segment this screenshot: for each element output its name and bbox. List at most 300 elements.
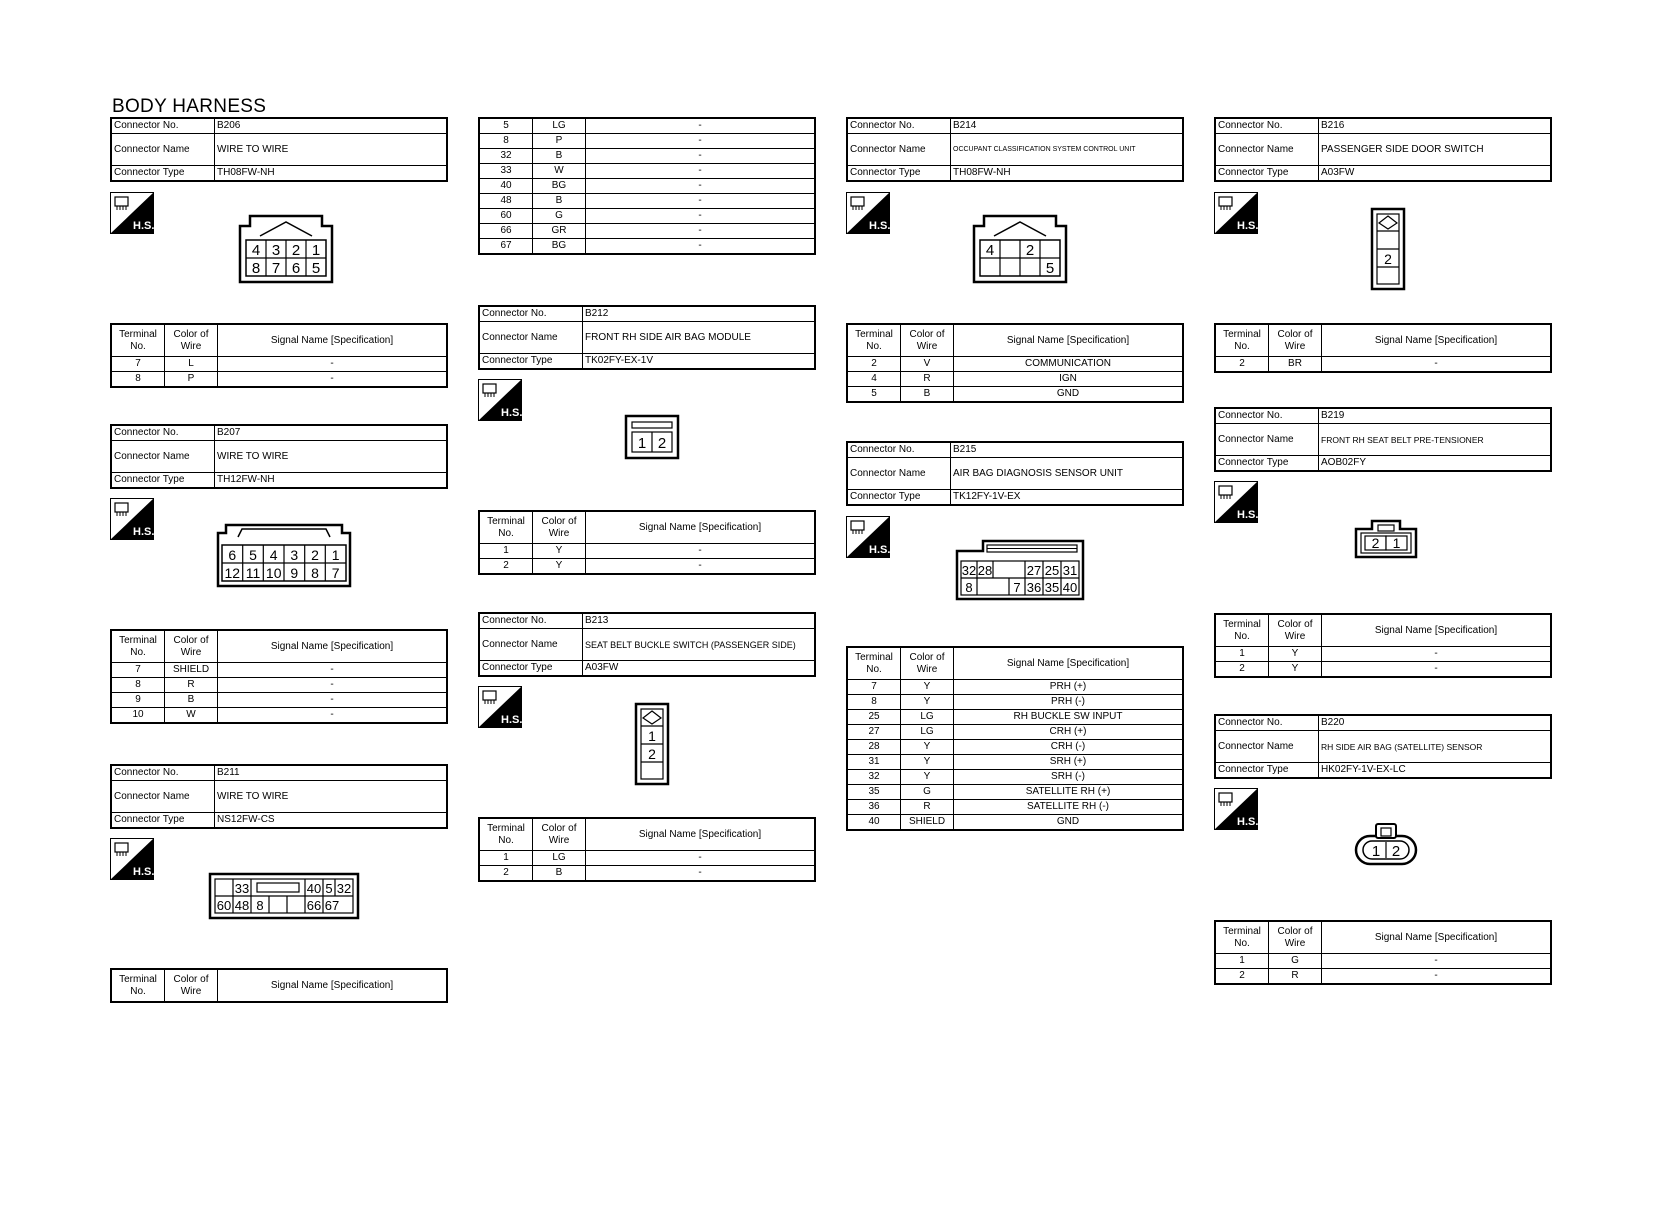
- connector-b219-info: [1214, 407, 1552, 472]
- wire-color: B: [533, 149, 586, 164]
- signal-name: -: [586, 118, 816, 134]
- pin-label: 4: [269, 547, 278, 563]
- label-connector-name: Connector Name: [847, 458, 951, 490]
- signal-name: -: [586, 194, 816, 209]
- label-connector-type: Connector Type: [1215, 166, 1319, 182]
- terminal-no: 7: [111, 663, 165, 678]
- connector-name: AIR BAG DIAGNOSIS SENSOR UNIT: [951, 458, 1184, 490]
- pin-label: 4: [985, 242, 995, 259]
- terminal-no: 32: [479, 149, 533, 164]
- table-row: [847, 785, 1183, 800]
- connector-name: OCCUPANT CLASSIFICATION SYSTEM CONTROL UNIT: [951, 134, 1184, 166]
- connector-name: RH SIDE AIR BAG (SATELLITE) SENSOR: [1319, 731, 1552, 763]
- pin-label: 8: [311, 565, 319, 581]
- connector-b206-face: [238, 214, 334, 284]
- terminal-no: 4: [847, 372, 901, 387]
- hs-label: H.S.: [501, 407, 522, 419]
- connector-b211-signals-header: [110, 968, 448, 1003]
- connector-b216-info: [1214, 117, 1552, 182]
- connector-b212-face: [624, 414, 680, 460]
- wire-color: Y: [1269, 647, 1322, 662]
- connector-b216-face: [1370, 207, 1406, 291]
- connector-type: TK02FY-EX-1V: [583, 354, 816, 370]
- header-color-of-wire: Color of Wire: [165, 969, 218, 1002]
- header-color-of-wire: Color of Wire: [165, 630, 218, 663]
- terminal-no: 2: [847, 357, 901, 372]
- wire-color: LG: [533, 118, 586, 134]
- header-signal-name: Signal Name [Specification]: [218, 969, 448, 1002]
- header-terminal-no: Terminal No.: [111, 969, 165, 1002]
- signal-name: -: [218, 357, 448, 372]
- hs-label: H.S.: [1237, 220, 1258, 232]
- label-connector-name: Connector Name: [111, 781, 215, 813]
- connector-no: B214: [951, 118, 1184, 134]
- connector-b215-info: [846, 441, 1184, 506]
- signal-name: RH BUCKLE SW INPUT: [954, 710, 1184, 725]
- signal-name: GND: [954, 387, 1184, 403]
- header-terminal-no: Terminal No.: [847, 324, 901, 357]
- connector-no: B220: [1319, 715, 1552, 731]
- connector-b219-face: [1354, 519, 1418, 559]
- header-signal-name: Signal Name [Specification]: [218, 630, 448, 663]
- table-row: [1215, 969, 1551, 985]
- pin-label: 1: [1371, 843, 1381, 860]
- table-row: [847, 770, 1183, 785]
- table-row: [111, 693, 447, 708]
- terminal-no: 35: [847, 785, 901, 800]
- terminal-no: 48: [479, 194, 533, 209]
- table-row: [847, 815, 1183, 831]
- label-connector-type: Connector Type: [1215, 456, 1319, 472]
- signal-name: PRH (-): [954, 695, 1184, 710]
- header-color-of-wire: Color of Wire: [1269, 921, 1322, 954]
- terminal-no: 31: [847, 755, 901, 770]
- wire-color: Y: [533, 544, 586, 559]
- connector-type: A03FW: [583, 661, 816, 677]
- signal-name: SRH (-): [954, 770, 1184, 785]
- header-terminal-no: Terminal No.: [1215, 324, 1269, 357]
- pin-label: 6: [291, 260, 301, 277]
- table-row: [479, 164, 815, 179]
- label-connector-no: Connector No.: [479, 613, 583, 629]
- header-terminal-no: Terminal No.: [479, 511, 533, 544]
- pin-label: 5: [311, 260, 321, 277]
- harness-side-icon: [110, 838, 154, 880]
- wire-color: SHIELD: [165, 663, 218, 678]
- header-terminal-no: Terminal No.: [1215, 614, 1269, 647]
- table-row: [1215, 954, 1551, 969]
- pin-label: 7: [271, 260, 281, 277]
- wire-color: B: [901, 387, 954, 403]
- pin-label: 3: [290, 547, 299, 563]
- hs-label: H.S.: [133, 220, 154, 232]
- wire-color: LG: [901, 710, 954, 725]
- header-color-of-wire: Color of Wire: [901, 324, 954, 357]
- pin-label: 2: [1025, 242, 1035, 259]
- pin-label: 60: [216, 898, 232, 913]
- wire-color: R: [165, 678, 218, 693]
- table-row: [111, 663, 447, 678]
- table-row: [479, 179, 815, 194]
- terminal-no: 10: [111, 708, 165, 724]
- header-signal-name: Signal Name [Specification]: [586, 511, 816, 544]
- wire-color: LG: [533, 851, 586, 866]
- signal-name: GND: [954, 815, 1184, 831]
- table-row: [479, 224, 815, 239]
- harness-side-icon: [110, 498, 154, 540]
- signal-name: -: [586, 149, 816, 164]
- connector-type: TK12FY-1V-EX: [951, 490, 1184, 506]
- header-signal-name: Signal Name [Specification]: [218, 324, 448, 357]
- signal-name: -: [1322, 969, 1552, 985]
- table-row: [847, 372, 1183, 387]
- pin-label: 32: [336, 881, 352, 896]
- terminal-no: 32: [847, 770, 901, 785]
- wire-color: G: [901, 785, 954, 800]
- terminal-no: 1: [479, 544, 533, 559]
- connector-b220-face: [1354, 820, 1418, 868]
- connector-b207-face: [216, 523, 352, 588]
- signal-name: -: [218, 708, 448, 724]
- label-connector-no: Connector No.: [111, 765, 215, 781]
- pin-label: 2: [291, 242, 301, 259]
- label-connector-type: Connector Type: [111, 166, 215, 182]
- harness-side-icon: [1214, 788, 1258, 830]
- wire-color: Y: [901, 680, 954, 695]
- harness-side-icon: [478, 379, 522, 421]
- terminal-no: 8: [111, 678, 165, 693]
- header-terminal-no: Terminal No.: [479, 818, 533, 851]
- header-signal-name: Signal Name [Specification]: [1322, 921, 1552, 954]
- wire-color: G: [1269, 954, 1322, 969]
- table-row: [847, 680, 1183, 695]
- terminal-no: 1: [1215, 954, 1269, 969]
- terminal-no: 2: [1215, 969, 1269, 985]
- pin-label: 12: [224, 565, 241, 581]
- connector-name: FRONT RH SEAT BELT PRE-TENSIONER: [1319, 424, 1552, 456]
- header-color-of-wire: Color of Wire: [533, 511, 586, 544]
- signal-name: -: [586, 209, 816, 224]
- table-row: [479, 118, 815, 134]
- table-row: [847, 755, 1183, 770]
- label-connector-no: Connector No.: [847, 442, 951, 458]
- label-connector-type: Connector Type: [847, 166, 951, 182]
- pin-label: 6: [228, 547, 237, 563]
- harness-side-icon: [1214, 192, 1258, 234]
- hs-label: H.S.: [133, 526, 154, 538]
- signal-name: -: [1322, 357, 1552, 373]
- header-color-of-wire: Color of Wire: [1269, 614, 1322, 647]
- terminal-no: 40: [479, 179, 533, 194]
- connector-type: TH08FW-NH: [951, 166, 1184, 182]
- pin-label: 31: [1062, 563, 1078, 578]
- wire-color: BG: [533, 239, 586, 255]
- connector-b206-info: [110, 117, 448, 182]
- terminal-no: 2: [1215, 357, 1269, 373]
- signal-name: -: [218, 372, 448, 388]
- table-row: [847, 725, 1183, 740]
- connector-b220-signals: [1214, 920, 1552, 985]
- connector-b207-info: [110, 424, 448, 489]
- pin-label: 27: [1026, 563, 1042, 578]
- terminal-no: 1: [479, 851, 533, 866]
- terminal-no: 27: [847, 725, 901, 740]
- connector-b220-info: [1214, 714, 1552, 779]
- header-terminal-no: Terminal No.: [1215, 921, 1269, 954]
- pin-label: 1: [311, 242, 321, 259]
- terminal-no: 66: [479, 224, 533, 239]
- signal-name: SATELLITE RH (-): [954, 800, 1184, 815]
- wire-color: B: [533, 194, 586, 209]
- wire-color: GR: [533, 224, 586, 239]
- table-row: [479, 866, 815, 882]
- wire-color: SHIELD: [901, 815, 954, 831]
- terminal-no: 25: [847, 710, 901, 725]
- connector-b211-face: [208, 872, 360, 920]
- label-connector-no: Connector No.: [847, 118, 951, 134]
- connector-b211-info: [110, 764, 448, 829]
- terminal-no: 8: [479, 134, 533, 149]
- connector-b216-signals: [1214, 323, 1552, 373]
- table-row: [847, 357, 1183, 372]
- header-terminal-no: Terminal No.: [111, 630, 165, 663]
- header-signal-name: Signal Name [Specification]: [586, 818, 816, 851]
- hs-label: H.S.: [869, 220, 890, 232]
- hs-label: H.S.: [1237, 509, 1258, 521]
- label-connector-type: Connector Type: [111, 813, 215, 829]
- table-row: [111, 372, 447, 388]
- pin-label: 2: [1384, 251, 1392, 267]
- table-row: [479, 209, 815, 224]
- harness-side-icon: [846, 192, 890, 234]
- wire-color: L: [165, 357, 218, 372]
- header-color-of-wire: Color of Wire: [901, 647, 954, 680]
- label-connector-type: Connector Type: [847, 490, 951, 506]
- wire-color: V: [901, 357, 954, 372]
- hs-label: H.S.: [869, 544, 890, 556]
- wire-color: Y: [901, 770, 954, 785]
- pin-label: 2: [1371, 535, 1380, 551]
- connector-no: B207: [215, 425, 448, 441]
- terminal-no: 67: [479, 239, 533, 255]
- connector-type: A03FW: [1319, 166, 1552, 182]
- pin-label: 35: [1044, 580, 1060, 595]
- wire-color: Y: [901, 740, 954, 755]
- label-connector-type: Connector Type: [111, 473, 215, 489]
- connector-name: SEAT BELT BUCKLE SWITCH (PASSENGER SIDE): [583, 629, 816, 661]
- wire-color: B: [165, 693, 218, 708]
- header-signal-name: Signal Name [Specification]: [954, 324, 1184, 357]
- label-connector-type: Connector Type: [479, 354, 583, 370]
- connector-b213-signals: [478, 817, 816, 882]
- pin-label: 40: [306, 881, 322, 896]
- terminal-no: 9: [111, 693, 165, 708]
- hs-label: H.S.: [133, 866, 154, 878]
- signal-name: -: [218, 663, 448, 678]
- pin-label: 7: [331, 565, 340, 581]
- label-connector-name: Connector Name: [479, 629, 583, 661]
- pin-label: 3: [271, 242, 281, 259]
- pin-label: 33: [234, 881, 250, 896]
- table-row: [1215, 647, 1551, 662]
- table-row: [479, 239, 815, 255]
- pin-label: 4: [251, 242, 261, 259]
- harness-side-icon: [478, 686, 522, 728]
- signal-name: CRH (-): [954, 740, 1184, 755]
- pin-label: 28: [977, 563, 993, 578]
- pin-label: 8: [965, 580, 973, 595]
- table-row: [479, 134, 815, 149]
- pin-label: 5: [249, 547, 257, 563]
- label-connector-name: Connector Name: [479, 322, 583, 354]
- signal-name: -: [586, 544, 816, 559]
- signal-name: -: [586, 134, 816, 149]
- table-row: [479, 559, 815, 575]
- connector-no: B213: [583, 613, 816, 629]
- connector-b207-signals: [110, 629, 448, 724]
- wire-color: G: [533, 209, 586, 224]
- pin-label: 8: [256, 898, 264, 913]
- wire-color: R: [1269, 969, 1322, 985]
- harness-side-icon: [846, 516, 890, 558]
- pin-label: 2: [1391, 843, 1401, 860]
- wire-color: BR: [1269, 357, 1322, 373]
- signal-name: CRH (+): [954, 725, 1184, 740]
- wire-color: P: [165, 372, 218, 388]
- connector-b206-signals: [110, 323, 448, 388]
- terminal-no: 60: [479, 209, 533, 224]
- connector-b215-signals: [846, 646, 1184, 831]
- connector-b213-info: [478, 612, 816, 677]
- terminal-no: 36: [847, 800, 901, 815]
- connector-name: WIRE TO WIRE: [215, 441, 448, 473]
- connector-name: PASSENGER SIDE DOOR SWITCH: [1319, 134, 1552, 166]
- wire-color: R: [901, 372, 954, 387]
- table-row: [111, 357, 447, 372]
- label-connector-type: Connector Type: [1215, 763, 1319, 779]
- connector-b214-face: [972, 214, 1068, 284]
- table-row: [479, 194, 815, 209]
- terminal-no: 5: [847, 387, 901, 403]
- connector-no: B211: [215, 765, 448, 781]
- connector-b211-signals: [478, 117, 816, 255]
- label-connector-name: Connector Name: [111, 134, 215, 166]
- terminal-no: 1: [1215, 647, 1269, 662]
- pin-label: 40: [1062, 580, 1078, 595]
- header-signal-name: Signal Name [Specification]: [954, 647, 1184, 680]
- pin-label: 2: [648, 746, 656, 762]
- table-row: [847, 740, 1183, 755]
- pin-label: 25: [1044, 563, 1060, 578]
- table-row: [479, 851, 815, 866]
- connector-no: B206: [215, 118, 448, 134]
- label-connector-no: Connector No.: [1215, 408, 1319, 424]
- wire-color: Y: [901, 755, 954, 770]
- signal-name: IGN: [954, 372, 1184, 387]
- signal-name: -: [586, 559, 816, 575]
- pin-label: 7: [1013, 580, 1021, 595]
- table-row: [111, 708, 447, 724]
- header-signal-name: Signal Name [Specification]: [1322, 614, 1552, 647]
- connector-b212-info: [478, 305, 816, 370]
- connector-type: TH08FW-NH: [215, 166, 448, 182]
- signal-name: -: [586, 179, 816, 194]
- harness-side-icon: [110, 192, 154, 234]
- pin-label: 5: [1045, 260, 1055, 277]
- label-connector-no: Connector No.: [1215, 118, 1319, 134]
- hs-label: H.S.: [1237, 816, 1258, 828]
- label-connector-name: Connector Name: [111, 441, 215, 473]
- pin-label: 1: [637, 435, 647, 452]
- label-connector-name: Connector Name: [1215, 731, 1319, 763]
- table-row: [847, 387, 1183, 403]
- wire-color: Y: [901, 695, 954, 710]
- table-row: [111, 678, 447, 693]
- signal-name: -: [218, 693, 448, 708]
- pin-label: 67: [324, 898, 340, 913]
- table-row: [847, 710, 1183, 725]
- signal-name: -: [586, 224, 816, 239]
- connector-name: FRONT RH SIDE AIR BAG MODULE: [583, 322, 816, 354]
- signal-name: SRH (+): [954, 755, 1184, 770]
- signal-name: -: [586, 164, 816, 179]
- connector-type: NS12FW-CS: [215, 813, 448, 829]
- pin-label: 36: [1026, 580, 1042, 595]
- pin-label: 1: [1392, 535, 1401, 551]
- connector-b219-signals: [1214, 613, 1552, 678]
- terminal-no: 8: [111, 372, 165, 388]
- terminal-no: 28: [847, 740, 901, 755]
- terminal-no: 7: [847, 680, 901, 695]
- terminal-no: 2: [1215, 662, 1269, 678]
- connector-no: B212: [583, 306, 816, 322]
- wire-color: Y: [1269, 662, 1322, 678]
- page-title: BODY HARNESS: [112, 96, 267, 117]
- terminal-no: 2: [479, 559, 533, 575]
- terminal-no: 33: [479, 164, 533, 179]
- header-color-of-wire: Color of Wire: [1269, 324, 1322, 357]
- wire-color: W: [533, 164, 586, 179]
- label-connector-no: Connector No.: [479, 306, 583, 322]
- header-color-of-wire: Color of Wire: [533, 818, 586, 851]
- label-connector-no: Connector No.: [111, 118, 215, 134]
- header-terminal-no: Terminal No.: [847, 647, 901, 680]
- pin-label: 66: [306, 898, 322, 913]
- connector-b215-face: [955, 539, 1085, 601]
- table-row: [1215, 357, 1551, 373]
- table-row: [847, 800, 1183, 815]
- signal-name: -: [1322, 662, 1552, 678]
- connector-b213-face: [634, 702, 670, 786]
- header-color-of-wire: Color of Wire: [165, 324, 218, 357]
- label-connector-no: Connector No.: [111, 425, 215, 441]
- label-connector-name: Connector Name: [847, 134, 951, 166]
- wire-color: P: [533, 134, 586, 149]
- signal-name: -: [1322, 647, 1552, 662]
- table-row: [847, 695, 1183, 710]
- pin-label: 2: [657, 435, 667, 452]
- pin-label: 2: [311, 547, 319, 563]
- connector-b214-signals: [846, 323, 1184, 403]
- signal-name: -: [586, 851, 816, 866]
- pin-label: 5: [325, 881, 333, 896]
- pin-label: 10: [265, 565, 282, 581]
- label-connector-name: Connector Name: [1215, 424, 1319, 456]
- connector-b214-info: [846, 117, 1184, 182]
- label-connector-name: Connector Name: [1215, 134, 1319, 166]
- connector-type: TH12FW-NH: [215, 473, 448, 489]
- hs-label: H.S.: [501, 714, 522, 726]
